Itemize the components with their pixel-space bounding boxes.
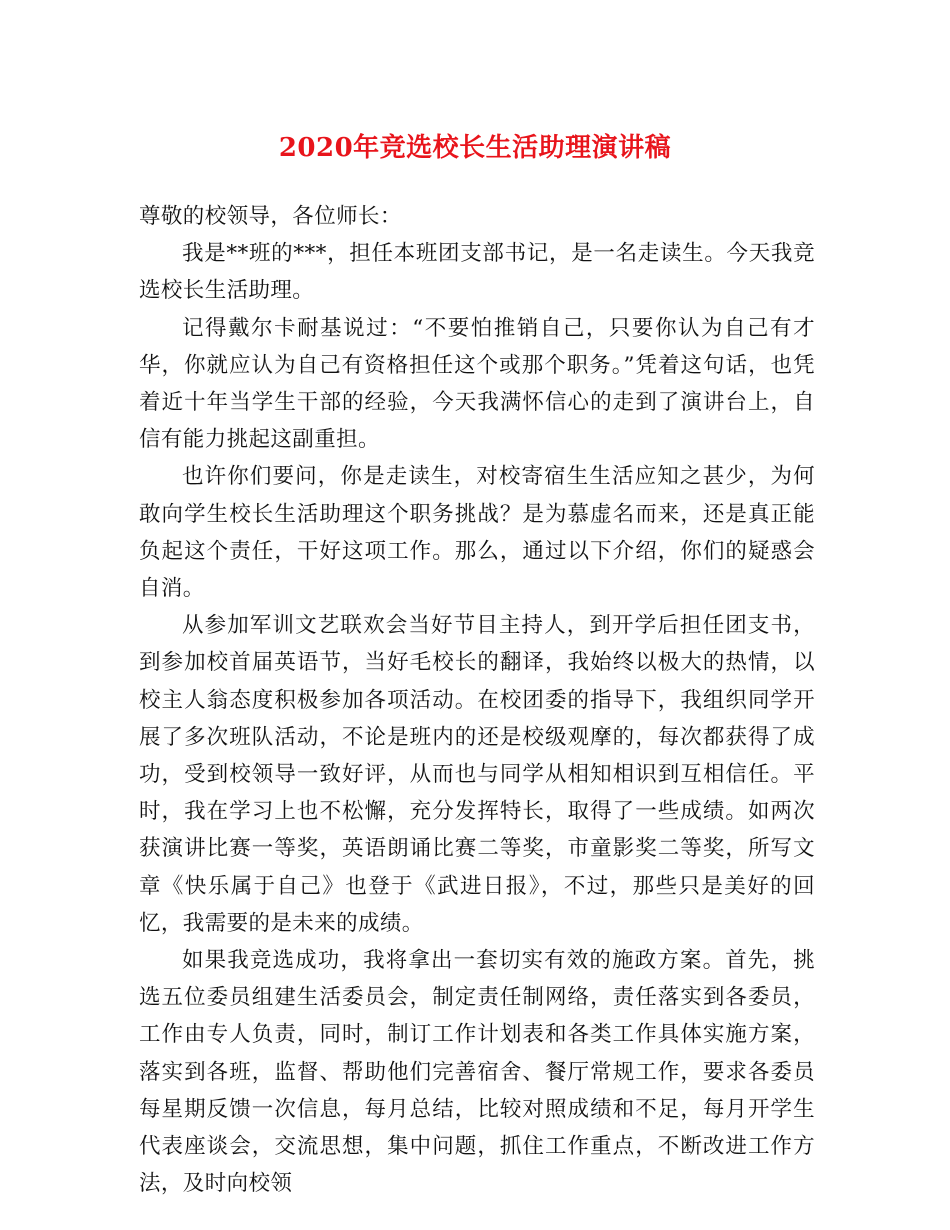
paragraph: 我是**班的***，担任本班团支部书记，是一名走读生。今天我竞选校长生活助理。 [139,241,815,304]
paragraph: 从参加军训文艺联欢会当好节目主持人，到开学后担任团支书，到参加校首届英语节，当好毛校长的翻译，我始终以极大的热情，以校主人翁态度积极参加各项活动。在校团委的指导下，我组织同学开展了多次班队活动，不论是班内的还是校级观摩的，每次都获得了成功，受到校领导一致好评，从而也与同学从相知相识到互相信任。平时，我在学习上也不松懈，充分发挥特长，取得了一些成绩。如两次获演讲比赛一等奖，英语朗诵比赛二等奖，市童影奖二等奖，所写文章《快乐属于自己》也登于《武进日报》，不过，那些只是美好的回忆，我需要的是未来的成绩。 [139,613,815,936]
paragraph: 如果我竞选成功，我将拿出一套切实有效的施政方案。首先，挑选五位委员组建生活委员会，制定责任制网络，责任落实到各委员，工作由专人负责，同时，制订工作计划表和各类工作具体实施方案，落实到各班，监督、帮助他们完善宿舍、餐厅常规工作，要求各委员每星期反馈一次信息，每月总结，比较对照成绩和不足，每月开学生代表座谈会，交流思想，集中问题，抓住工作重点，不断改进工作方法，及时向校领 [139,948,815,1197]
document-title: 2020年竞选校长生活助理演讲稿 [278,133,672,163]
document-body [139,198,815,1202]
paragraph: 记得戴尔卡耐基说过：“不要怕推销自己，只要你认为自己有才华，你就应认为自己有资格担任这个或那个职务。”凭着这句话，也凭着近十年当学生干部的经验，今天我满怀信心的走到了演讲台上，自信有能力挑起这副重担。 [139,315,815,453]
salutation: 尊敬的校领导，各位师长： [139,204,402,229]
paragraph: 也许你们要问，你是走读生，对校寄宿生生活应知之甚少，为何敢向学生校长生活助理这个职务挑战？是为慕虚名而来，还是真正能负起这个责任，干好这项工作。那么，通过以下介绍，你们的疑惑会自消。 [139,464,815,602]
